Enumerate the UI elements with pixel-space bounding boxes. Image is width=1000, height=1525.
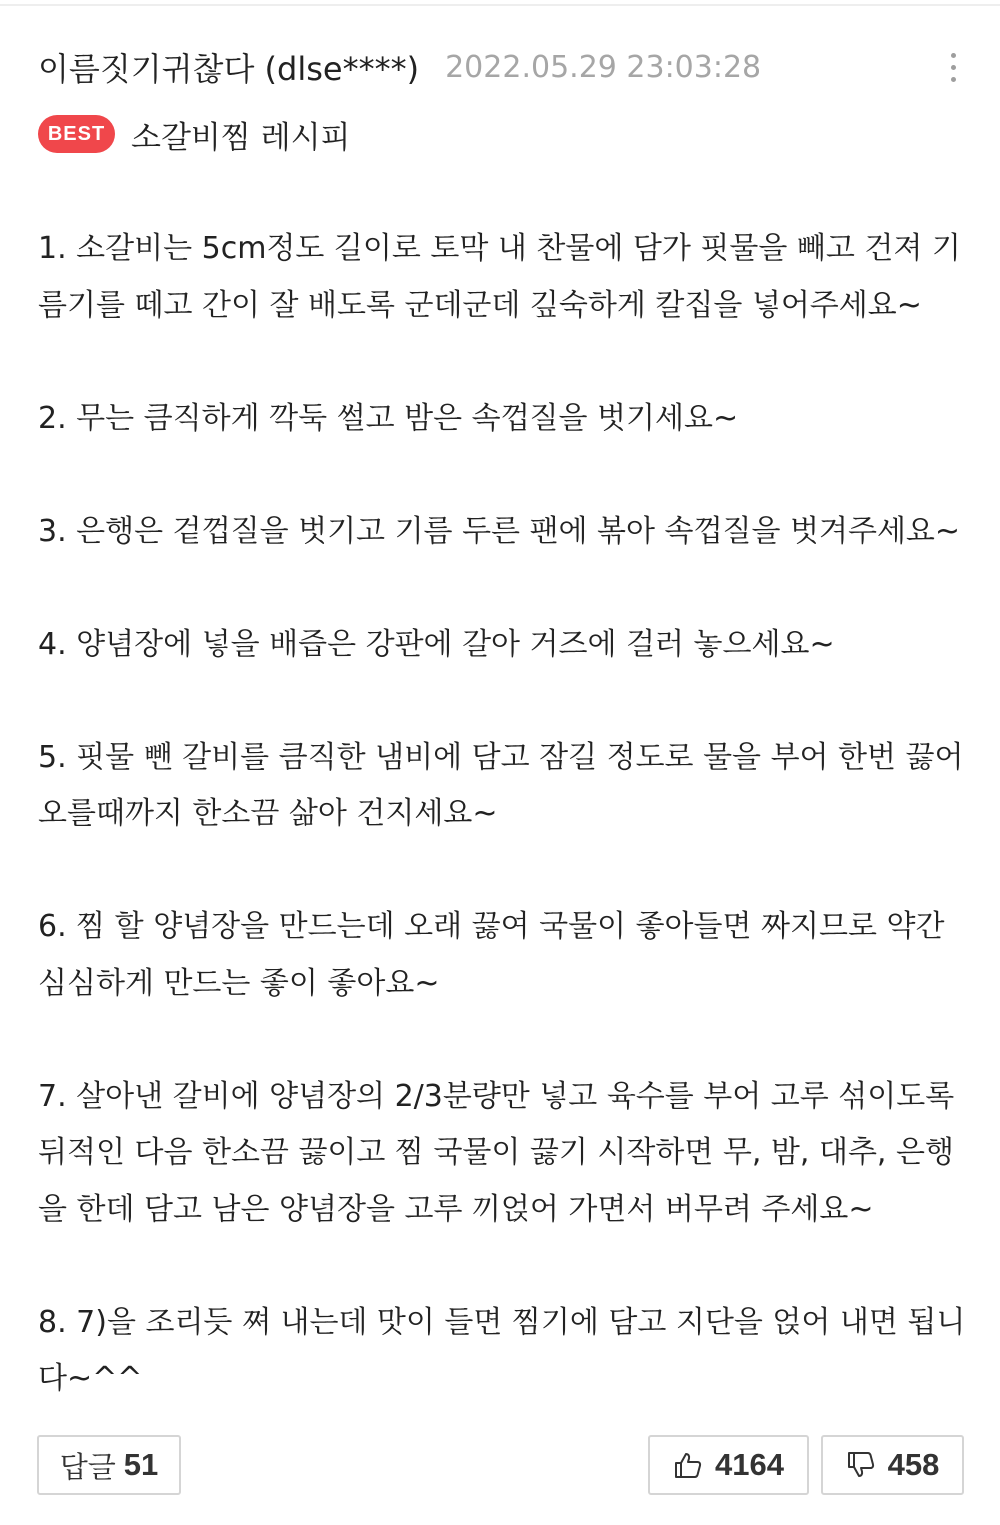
like-button[interactable]	[648, 1435, 809, 1495]
comment-body	[38, 221, 968, 1408]
comment-title: 소갈비찜 레시피	[131, 119, 351, 156]
top-divider	[0, 4, 1000, 6]
recipe-step: 6. 찜 할 양념장을 만드는데 오래 끓여 국물이 좋아들면 짜지므로 약간 심심하게 만드는 좋이 좋아요~	[38, 909, 945, 1001]
thumbs-up-icon	[673, 1450, 703, 1480]
author-name[interactable]: 이름짓기귀찮다 (dlse****)	[38, 50, 420, 88]
dislike-button[interactable]	[821, 1435, 964, 1495]
recipe-step: 4. 양념장에 넣을 배즙은 강판에 갈아 거즈에 걸러 놓으세요~	[38, 626, 835, 662]
best-badge: BEST	[38, 115, 115, 153]
thumbs-down-icon	[846, 1450, 876, 1480]
recipe-step: 5. 핏물 뺀 갈비를 큼직한 냄비에 담고 잠길 정도로 물을 부어 한번 끓어오를때까지 한소끔 삶아 건지세요~	[38, 739, 964, 831]
comment-title-row	[38, 114, 350, 154]
more-options-button[interactable]	[936, 44, 970, 90]
more-vertical-icon	[951, 53, 956, 58]
reply-count: 51	[123, 1447, 159, 1482]
recipe-step: 2. 무는 큼직하게 깍둑 썰고 밤은 속껍질을 벗기세요~	[38, 400, 739, 436]
reply-label: 답글	[59, 1449, 116, 1484]
recipe-step: 1. 소갈비는 5cm정도 길이로 토막 내 찬물에 담가 핏물을 빼고 건져 기름기를 떼고 간이 잘 배도록 군데군데 깊숙하게 칼집을 넣어주세요~	[38, 231, 961, 323]
comment-timestamp: 2022.05.29 23:03:28	[445, 49, 762, 85]
recipe-step: 8. 7)을 조리듯 쪄 내는데 맛이 들면 찜기에 담고 지단을 얹어 내면 됩니다~^^	[38, 1304, 966, 1396]
like-count: 4164	[715, 1447, 784, 1482]
reply-button[interactable]	[37, 1435, 181, 1495]
recipe-step: 7. 살아낸 갈비에 양념장의 2/3분량만 넣고 육수를 부어 고루 섞이도록 뒤적인 다음 한소끔 끓이고 찜 국물이 끓기 시작하면 무, 밤, 대추, 은행을 한데 담고 남은 양념장을 고루 끼얹어 가면서 버무려 주세요~	[38, 1078, 955, 1227]
more-vertical-icon-dot	[951, 65, 956, 70]
dislike-count: 458	[887, 1447, 940, 1482]
more-vertical-icon-dot	[951, 77, 956, 82]
comment-header	[38, 44, 761, 90]
recipe-step: 3. 은행은 겉껍질을 벗기고 기름 두른 팬에 볶아 속껍질을 벗겨주세요~	[38, 513, 961, 549]
